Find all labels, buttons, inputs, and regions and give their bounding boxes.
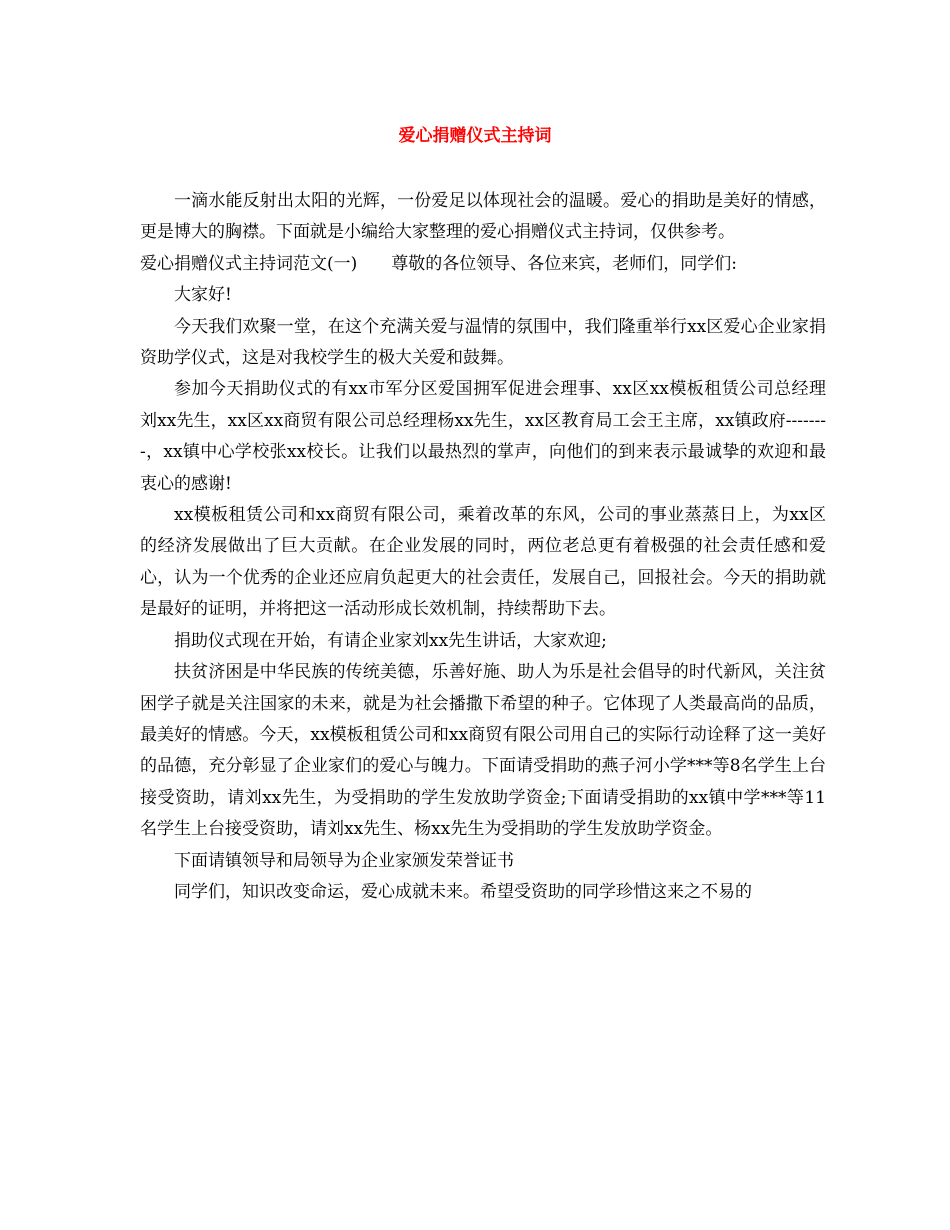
paragraph-intro: 一滴水能反射出太阳的光辉，一份爱足以体现社会的温暖。爱心的捐助是美好的情感，更是博大的胸襟。下面就是小编给大家整理的爱心捐赠仪式主持词，仅供参考。: [140, 191, 826, 243]
paragraph-heading-greeting: 爱心捐赠仪式主持词范文(一) 尊敬的各位领导、各位来宾，老师们，同学们:: [140, 253, 737, 274]
paragraph-hello: 大家好!: [174, 285, 232, 306]
paragraph: 扶贫济困是中华民族的传统美德，乐善好施、助人为乐是社会倡导的时代新风，关注贫困学子就是关注国家的未来，就是为社会播撒下希望的种子。它体现了人类最高尚的品质，最美好的情感。今天，xx模板租赁公司和xx商贸有限公司用自己的实际行动诠释了这一美好的品德，充分彰显了企业家们的爱心与魄力。下面请受捐助的燕子河小学***等8名学生上台接受资助，请刘xx先生，为受捐助的学生发放助学资金;下面请受捐助的xx镇中学***等11名学生上台接受资助，请刘xx先生、杨xx先生为受捐助的学生发放助学资金。: [140, 662, 826, 840]
paragraph: 今天我们欢聚一堂，在这个充满关爱与温情的氛围中，我们隆重举行xx区爱心企业家捐资助学仪式，这是对我校学生的极大关爱和鼓舞。: [140, 316, 826, 369]
document-body: [140, 186, 826, 908]
document-title: 爱心捐赠仪式主持词: [398, 126, 552, 146]
paragraph: 捐助仪式现在开始，有请企业家刘xx先生讲话，大家欢迎;: [174, 630, 607, 651]
paragraph: xx模板租赁公司和xx商贸有限公司，乘着改革的东风，公司的事业蒸蒸日上，为xx区的经济发展做出了巨大贡献。在企业发展的同时，两位老总更有着极强的社会责任感和爱心，认为一个优秀的企业还应肩负起更大的社会责任，发展自己，回报社会。今天的捐助就是最好的证明，并将把这一活动形成长效机制，持续帮助下去。: [140, 505, 826, 620]
paragraph: 参加今天捐助仪式的有xx市军分区爱国拥军促进会理事、xx区xx模板租赁公司总经理刘xx先生，xx区xx商贸有限公司总经理杨xx先生，xx区教育局工会王主席，xx镇政府--------，xx镇中心学校张xx校长。让我们以最热烈的掌声，向他们的到来表示最诚挚的欢迎和最衷心的感谢!: [140, 379, 826, 494]
paragraph: 同学们，知识改变命运，爱心成就未来。希望受资助的同学珍惜这来之不易的: [174, 881, 752, 902]
paragraph: 下面请镇领导和局领导为企业家颁发荣誉证书: [174, 850, 514, 871]
